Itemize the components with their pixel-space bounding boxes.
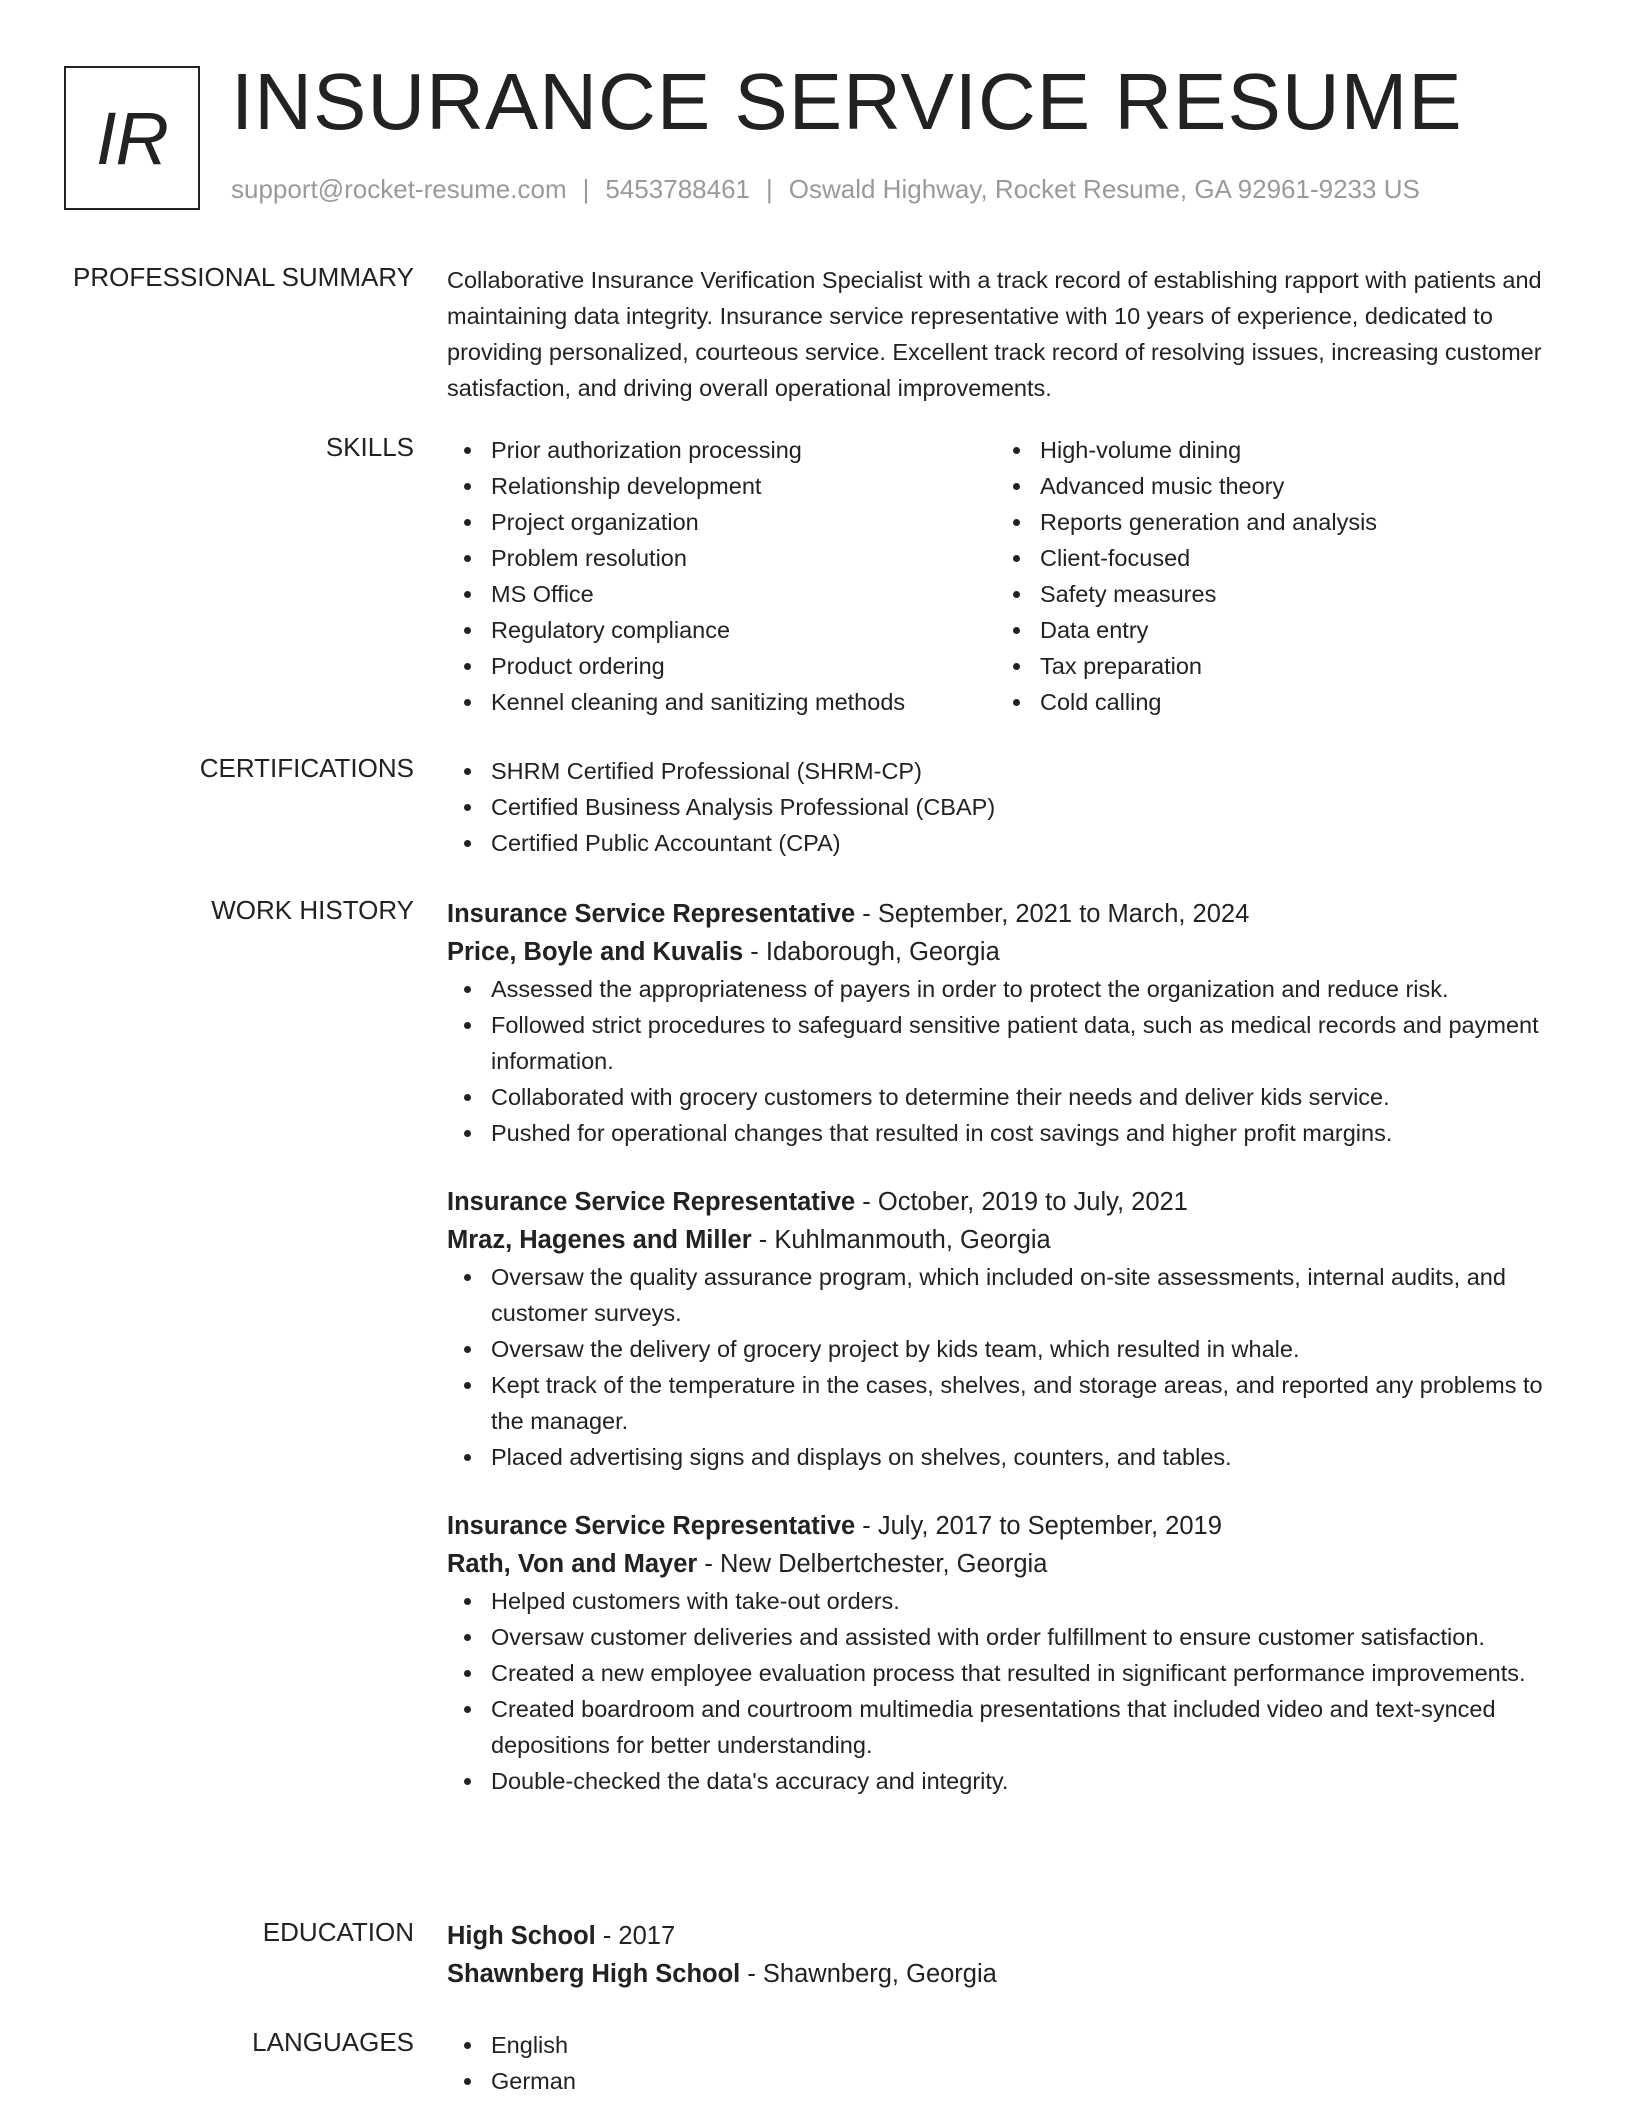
work-history-body <box>447 895 1567 1831</box>
job-bullets <box>447 1259 1567 1475</box>
job-bullets <box>447 971 1567 1151</box>
skills-list-right <box>996 432 1545 720</box>
summary-text: Collaborative Insurance Verification Specialist with a track record of establishing rapport with patients and maintaining data integrity. Insurance service representative with 10 years of experience, dedicated to providing personalized, courteous service. Excellent track record of resolving issues, increasing customer satisfaction, and driving overall operational improvements. <box>447 267 1542 401</box>
skill-item: Problem resolution <box>447 540 996 576</box>
resume-title: INSURANCE SERVICE RESUME <box>231 57 1463 146</box>
contact-address: Oswald Highway, Rocket Resume, GA 92961-9233 US <box>788 174 1420 204</box>
work-history-heading: WORK HISTORY <box>211 895 414 925</box>
certifications-list <box>447 753 1567 861</box>
skill-item: Safety measures <box>996 576 1545 612</box>
job-bullet: Pushed for operational changes that resulted in cost savings and higher profit margins. <box>447 1115 1567 1151</box>
job-entry <box>447 1183 1567 1475</box>
job-entry <box>447 1507 1567 1799</box>
monogram-logo: IR <box>64 66 200 210</box>
education-school-line <box>447 1955 1567 1993</box>
job-company: Mraz, Hagenes and Miller <box>447 1226 752 1254</box>
job-company-line <box>447 933 1567 971</box>
contact-line <box>231 174 1420 205</box>
job-bullet: Helped customers with take-out orders. <box>447 1583 1567 1619</box>
education-heading: EDUCATION <box>262 1917 414 1947</box>
skill-item: Project organization <box>447 504 996 540</box>
job-bullet: Oversaw customer deliveries and assisted with order fulfillment to ensure customer satisfaction. <box>447 1619 1567 1655</box>
skill-item: Kennel cleaning and sanitizing methods <box>447 684 996 720</box>
contact-separator: | <box>766 174 773 204</box>
job-dates: - July, 2017 to September, 2019 <box>855 1512 1222 1540</box>
job-title: Insurance Service Representative <box>447 900 856 928</box>
skill-item: High-volume dining <box>996 432 1545 468</box>
languages-heading: LANGUAGES <box>252 2027 414 2057</box>
skills-body <box>447 432 1567 720</box>
skill-item: Cold calling <box>996 684 1545 720</box>
job-title-line <box>447 1507 1567 1545</box>
certification-item: Certified Public Accountant (CPA) <box>447 825 1567 861</box>
contact-phone[interactable]: 5453788461 <box>605 174 750 204</box>
job-title-line <box>447 895 1567 933</box>
certification-item: SHRM Certified Professional (SHRM-CP) <box>447 753 1567 789</box>
job-bullet: Double-checked the data's accuracy and integrity. <box>447 1763 1567 1799</box>
skill-item: Regulatory compliance <box>447 612 996 648</box>
job-bullets <box>447 1583 1567 1799</box>
education-degree: High School <box>447 1922 596 1950</box>
certifications-heading: CERTIFICATIONS <box>199 753 414 783</box>
skill-item: Prior authorization processing <box>447 432 996 468</box>
education-year: - 2017 <box>595 1922 676 1950</box>
skill-item: Client-focused <box>996 540 1545 576</box>
skill-item: Advanced music theory <box>996 468 1545 504</box>
education-location: - Shawnberg, Georgia <box>740 1960 997 1988</box>
education-body <box>447 1917 1567 1993</box>
skill-item: Tax preparation <box>996 648 1545 684</box>
job-bullet: Created boardroom and courtroom multimedia presentations that included video and text-synced depositions for better understanding. <box>447 1691 1567 1763</box>
skill-item: Reports generation and analysis <box>996 504 1545 540</box>
languages-list <box>447 2027 1567 2099</box>
job-bullet: Collaborated with grocery customers to determine their needs and deliver kids service. <box>447 1079 1567 1115</box>
job-bullet: Followed strict procedures to safeguard sensitive patient data, such as medical records and payment information. <box>447 1007 1567 1079</box>
job-company-line <box>447 1545 1567 1583</box>
job-location: - Kuhlmanmouth, Georgia <box>751 1226 1051 1254</box>
education-degree-line <box>447 1917 1567 1955</box>
job-location: - Idaborough, Georgia <box>743 938 1000 966</box>
job-bullet: Created a new employee evaluation process that resulted in significant performance improvements. <box>447 1655 1567 1691</box>
job-title: Insurance Service Representative <box>447 1188 856 1216</box>
skill-item: Relationship development <box>447 468 996 504</box>
job-location: - New Delbertchester, Georgia <box>697 1550 1048 1578</box>
language-item: German <box>447 2063 1567 2099</box>
languages-body <box>447 2027 1567 2099</box>
job-dates: - October, 2019 to July, 2021 <box>855 1188 1188 1216</box>
contact-separator: | <box>582 174 590 204</box>
certifications-body <box>447 753 1567 861</box>
job-company: Price, Boyle and Kuvalis <box>447 938 744 966</box>
education-school: Shawnberg High School <box>447 1960 741 1988</box>
job-dates: - September, 2021 to March, 2024 <box>855 900 1250 928</box>
skill-item: Data entry <box>996 612 1545 648</box>
job-title-line <box>447 1183 1567 1221</box>
job-company: Rath, Von and Mayer <box>447 1550 698 1578</box>
skill-item: MS Office <box>447 576 996 612</box>
skill-item: Product ordering <box>447 648 996 684</box>
job-bullet: Oversaw the quality assurance program, which included on-site assessments, internal audits, and customer surveys. <box>447 1259 1567 1331</box>
job-bullet: Placed advertising signs and displays on shelves, counters, and tables. <box>447 1439 1567 1475</box>
skills-heading: SKILLS <box>325 432 414 462</box>
language-item: English <box>447 2027 1567 2063</box>
summary-heading: PROFESSIONAL SUMMARY <box>73 262 414 292</box>
job-bullet: Oversaw the delivery of grocery project by kids team, which resulted in whale. <box>447 1331 1567 1367</box>
job-bullet: Assessed the appropriateness of payers in order to protect the organization and reduce risk. <box>447 971 1567 1007</box>
job-company-line <box>447 1221 1567 1259</box>
job-bullet: Kept track of the temperature in the cases, shelves, and storage areas, and reported any problems to the manager. <box>447 1367 1567 1439</box>
summary-body <box>447 262 1567 406</box>
skills-list-left <box>447 432 996 720</box>
job-title: Insurance Service Representative <box>447 1512 856 1540</box>
certification-item: Certified Business Analysis Professional (CBAP) <box>447 789 1567 825</box>
contact-email[interactable]: support@rocket-resume.com <box>231 174 567 204</box>
job-entry <box>447 895 1567 1151</box>
